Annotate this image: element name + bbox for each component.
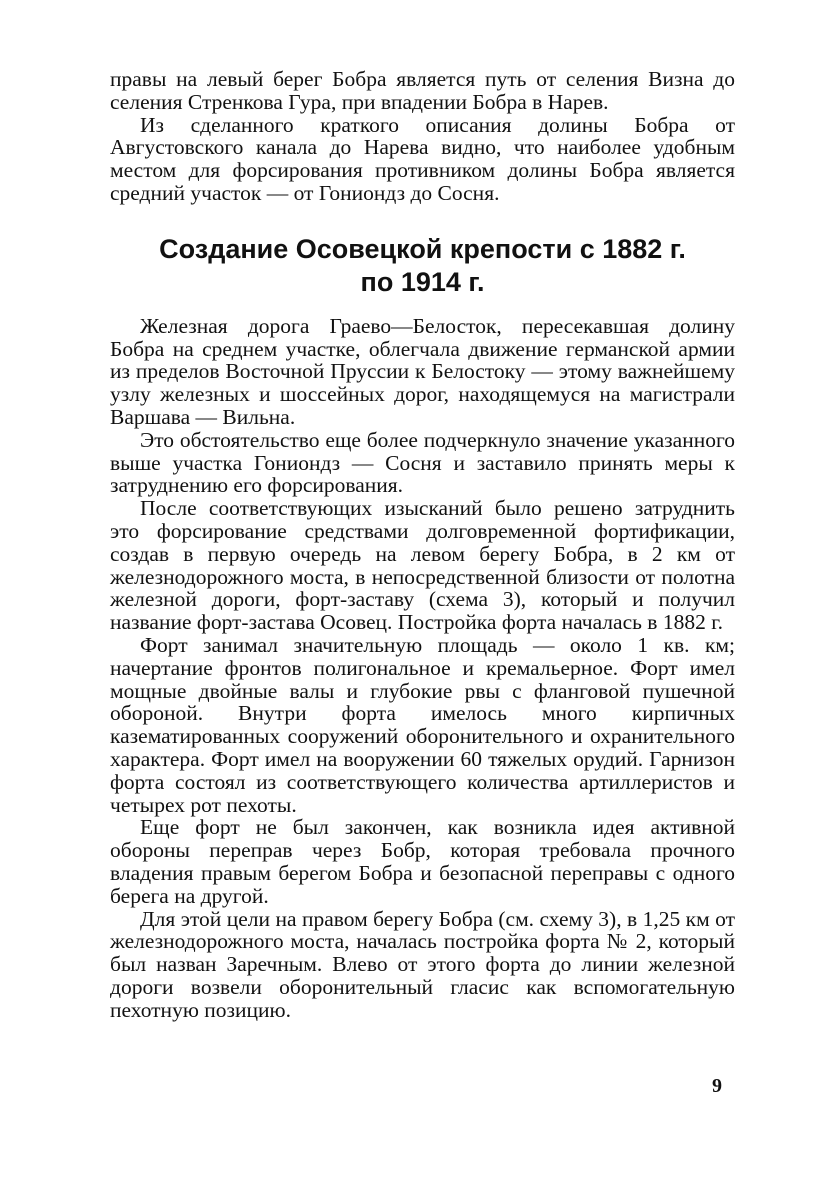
paragraph: Из сделанного краткого описания долины Бобра от Августовского канала до Нарева видно, что наиболее удобным местом для форсирования противником долины Бобра является средний участок — от Гониондз до Сосня. [110,112,735,205]
paragraph: Железная дорога Граево—Белосток, пересекавшая долину Бобра на среднем участке, облегчала движение германской армии из пределов Восточной Пруссии к Белостоку — этому важнейшему узлу железных и шоссейных дорог, находящемуся на магистрали Варшава — Вильна. [110,313,735,429]
paragraph: Для этой цели на правом берегу Бобра (см. схему 3), в 1,25 км от железнодорожного моста, началась постройка форта № 2, который был назван Заречным. Влево от этого форта до линии железной дороги возвели оборонительный гласис как вспомогательную пехотную позицию. [110,906,735,1022]
section-heading [110,233,735,299]
section-heading-line-2: по 1914 г. [360,266,485,297]
paragraph-continued: правы на левый берег Бобра является путь от селения Визна до селения Стренкова Гура, при впадении Бобра в Нарев. [110,67,735,114]
page-number: 9 [712,1075,722,1097]
paragraph: После соответствующих изысканий было решено затруднить это форсирование средствами долговременной фортификации, создав в первую очередь на левом берегу Бобра, в 2 км от железнодорожного моста, в непосредственной близости от полотна железной дороги, форт-заставу (схема 3), который и получил название форт-застава Осовец. Постройка форта началась в 1882 г. [110,496,735,635]
section-heading-line-1: Создание Осовецкой крепости с 1882 г. [159,233,686,264]
paragraph: Еще форт не был закончен, как возникла идея активной обороны переправ через Бобр, которая требовала прочного владения правым берегом Бобра и безопасной переправы с одного берега на другой. [110,815,735,908]
paragraph: Форт занимал значительную площадь — около 1 кв. км; начертание фронтов полигональное и кремальерное. Форт имел мощные двойные валы и глубокие рвы с фланговой пушечной обороной. Внутри форта имелось много кирпичных казематированных сооружений оборонительного и охранительного характера. Форт имел на вооружении 60 тяжелых орудий. Гарнизон форта состоял из соответствующего количества артиллеристов и четырех рот пехоты. [110,632,735,817]
text-column [110,68,735,1021]
paragraph: Это обстоятельство еще более подчеркнуло значение указанного выше участка Гониондз — Сосня и заставило принять меры к затруднению его форсирования. [110,427,735,498]
